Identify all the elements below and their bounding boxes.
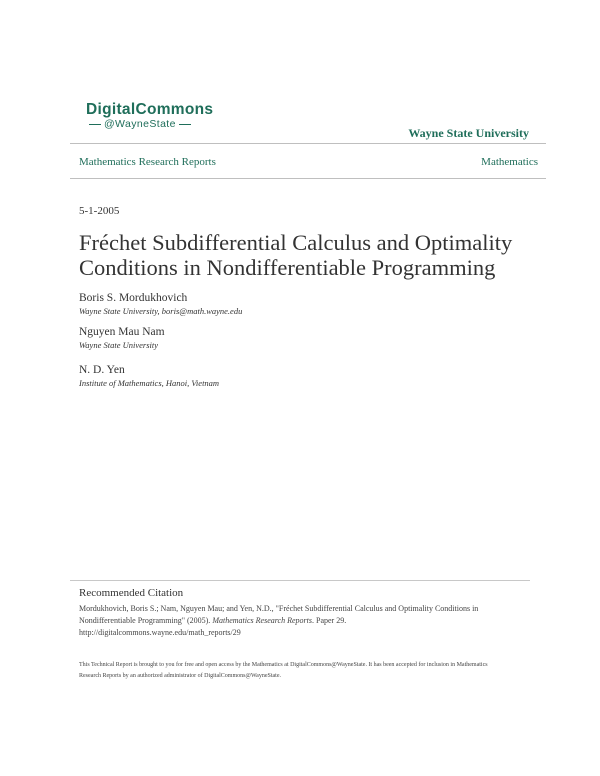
- series-link[interactable]: Mathematics Research Reports: [79, 156, 216, 168]
- citation-series: Mathematics Research Reports: [212, 616, 312, 625]
- nav-divider: [70, 178, 546, 179]
- logo-waynestate: [86, 118, 194, 130]
- author-name: Nguyen Mau Nam: [79, 326, 165, 338]
- university-name: Wayne State University: [408, 126, 529, 140]
- logo-rule-left: [89, 124, 101, 125]
- header-divider: [70, 143, 546, 144]
- citation-divider: [70, 580, 530, 581]
- author-name: N. D. Yen: [79, 364, 125, 376]
- paper-title: Fréchet Subdifferential Calculus and Optimality Conditions in Nondifferentiable Programming: [79, 230, 513, 280]
- citation-main: Mordukhovich, Boris S.; Nam, Nguyen Mau; and Yen, N.D., "Fréchet Subdifferential Calculus and Optimality Conditions in Nondifferentiable Programming" (2005).: [79, 604, 479, 625]
- department-link[interactable]: Mathematics: [481, 156, 538, 168]
- author-block: [79, 326, 165, 350]
- logo-digitalcommons: DigitalCommons: [86, 101, 214, 118]
- author-block: [79, 364, 219, 388]
- logo-rule-right: [179, 124, 191, 125]
- citation-url[interactable]: http://digitalcommons.wayne.edu/math_reports/29: [79, 628, 241, 637]
- publication-date: 5-1-2005: [79, 205, 120, 217]
- author-name: Boris S. Mordukhovich: [79, 292, 188, 304]
- author-affiliation: Wayne State University: [79, 340, 158, 350]
- citation-text: [79, 603, 519, 639]
- access-notice: This Technical Report is brought to you for free and open access by the Mathematics at DigitalCommons@WayneState. It has been accepted for inclusion in Mathematics Research Reports by an authorized administrator of DigitalCommons@WayneState.: [79, 662, 488, 679]
- citation-paper-number: . Paper 29.: [312, 616, 347, 625]
- logo-waynestate-text: @WayneState: [104, 118, 176, 130]
- author-affiliation: Wayne State University, boris@math.wayne.edu: [79, 306, 243, 316]
- author-affiliation: Institute of Mathematics, Hanoi, Vietnam: [79, 378, 220, 388]
- citation-heading: Recommended Citation: [79, 587, 184, 599]
- author-block: [79, 292, 242, 316]
